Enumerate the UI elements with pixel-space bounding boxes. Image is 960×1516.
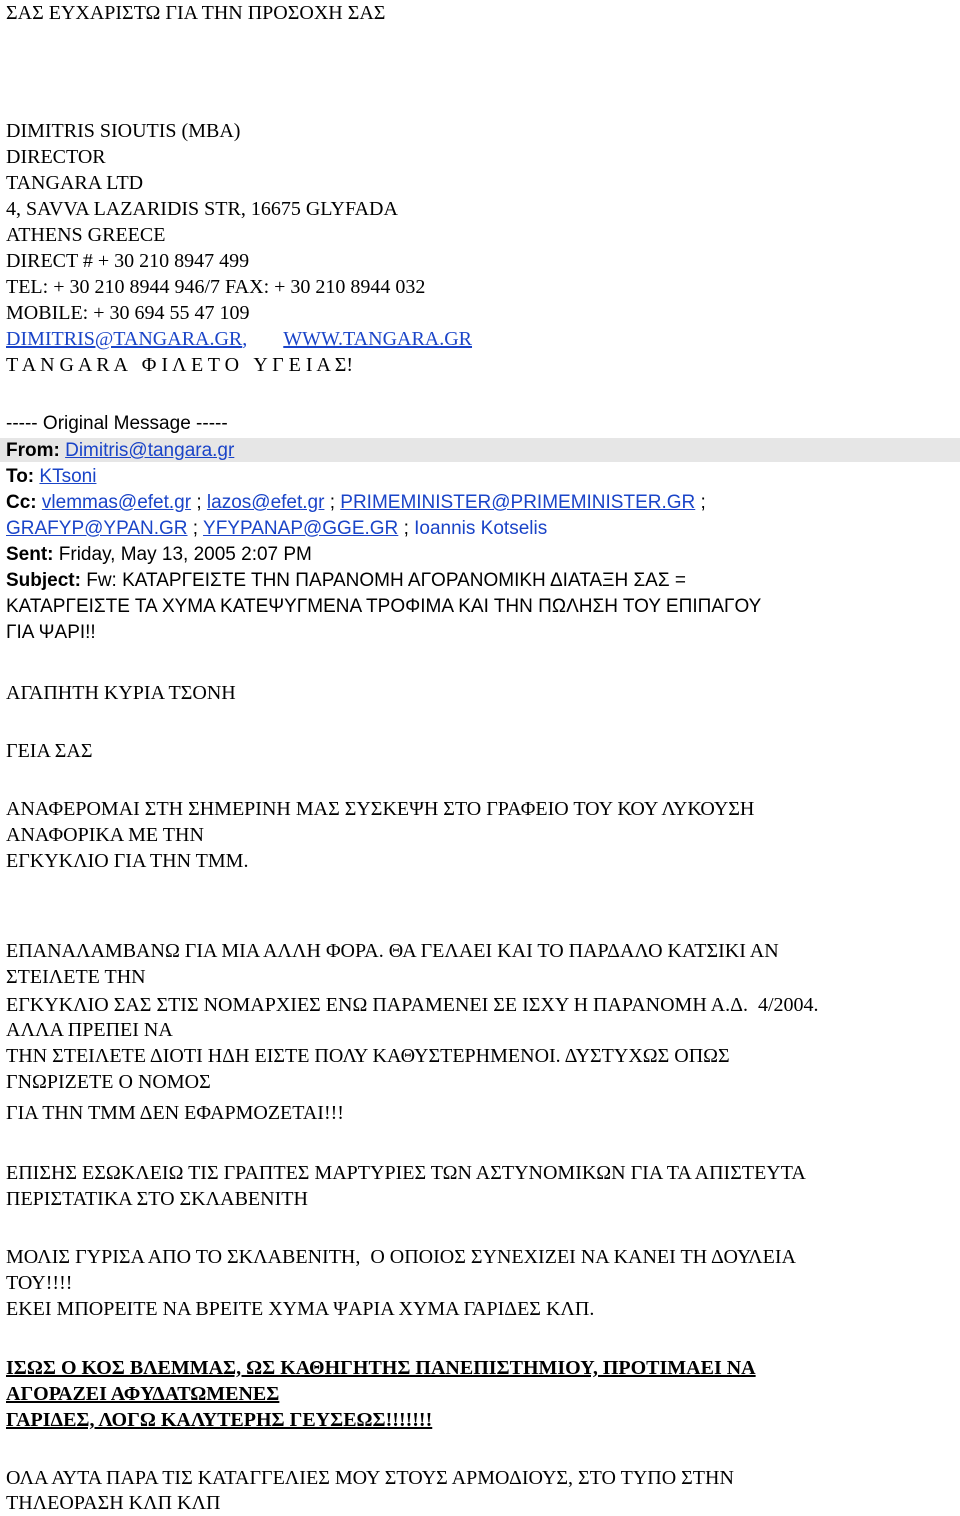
- body-text-line: ΕΠΙΣΗΣ ΕΣΩΚΛΕΙΩ ΤΙΣ ΓΡΑΠΤΕΣ ΜΑΡΤΥΡΙΕΣ ΤΩΝ ΑΣΤΥΝΟΜΙΚΩΝ ΓΙΑ ΤΑ ΑΠΙΣΤΕΥΤΑ: [6, 1162, 806, 1184]
- signature-mobile: MOBILE: + 30 694 55 47 109: [6, 302, 250, 324]
- subject-label: Subject:: [6, 570, 81, 591]
- body-text-line: ΓΝΩΡΙΖΕΤΕ Ο ΝΟΜΟΣ: [6, 1071, 211, 1093]
- body-text-line: ΜΟΛΙΣ ΓΥΡΙΣΑ ΑΠΟ ΤΟ ΣΚΛΑΒΕΝΙΤΗ, Ο ΟΠΟΙΟΣ ΣΥΝΕΧΙΖΕΙ ΝΑ ΚΑΝΕΙ ΤΗ ΔΟΥΛΕΙΑ: [6, 1246, 796, 1268]
- cc-link[interactable]: GRAFYP@YPAN.GR: [6, 518, 188, 539]
- from-label: From:: [6, 440, 60, 461]
- signature-tel-fax: TEL: + 30 210 8944 946/7 FAX: + 30 210 8944 032: [6, 276, 426, 298]
- greeting-line: ΑΓΑΠΗΤΗ ΚΥΡΙΑ ΤΣΟΝΗ: [6, 682, 236, 704]
- body-text-line: ΑΝΑΦΟΡΙΚΑ ΜΕ ΤΗΝ: [6, 824, 204, 846]
- sent-row: [6, 542, 312, 568]
- closing-line: ΣΑΣ ΕΥΧΑΡΙΣΤΩ ΓΙΑ ΤΗΝ ΠΡΟΣΟΧΗ ΣΑΣ: [6, 2, 386, 24]
- emphasis-line: ΓΑΡΙΔΕΣ, ΛΟΓΩ ΚΑΛΥΤΕΡΗΣ ΓΕΥΣΕΩΣ!!!!!!!: [6, 1409, 433, 1431]
- emphasis-line: ΑΓΟΡΑΖΕΙ ΑΦΥΔΑΤΩΜΕΝΕΣ: [6, 1383, 280, 1405]
- body-text-line: ΟΛΑ ΑΥΤΑ ΠΑΡΑ ΤΙΣ ΚΑΤΑΓΓΕΛΙΕΣ ΜΟΥ ΣΤΟΥΣ ΑΡΜΟΔΙΟΥΣ, ΣΤΟ ΤΥΠΟ ΣΤΗΝ: [6, 1467, 734, 1489]
- from-row: [6, 438, 234, 464]
- sent-value: Friday, May 13, 2005 2:07 PM: [58, 544, 312, 565]
- cc-row-continued: GRAFYP@YPAN.GR ; YFYPANAP@GGE.GR ; Ioannis Kotselis: [6, 518, 548, 539]
- email-separator: ,: [242, 328, 248, 350]
- subject-row: [6, 568, 686, 594]
- greeting-line: ΓΕΙΑ ΣΑΣ: [6, 740, 93, 762]
- signature-company: TANGARA LTD: [6, 172, 144, 194]
- cc-link[interactable]: vlemmas@efet.gr: [41, 492, 192, 513]
- cc-link[interactable]: YFYPANAP@GGE.GR: [203, 518, 399, 539]
- body-text-line: ΤΗΝ ΣΤΕΙΛΕΤΕ ΔΙΟΤΙ ΗΔΗ ΕΙΣΤΕ ΠΟΛΥ ΚΑΘΥΣΤΕΡΗΜΕΝΟΙ. ΔΥΣΤΥΧΩΣ ΟΠΩΣ: [6, 1045, 730, 1067]
- cc-link[interactable]: Ioannis Kotselis: [414, 518, 548, 539]
- body-text-line: ΑΛΛΑ ΠΡΕΠΕΙ ΝΑ: [6, 1019, 173, 1041]
- signature-email-link[interactable]: DIMITRIS@TANGARA.GR: [6, 328, 243, 350]
- from-link[interactable]: Dimitris@tangara.gr: [65, 440, 235, 461]
- body-text-line: ΓΙΑ ΤΗΝ ΤΜΜ ΔΕΝ ΕΦΑΡΜΟΖΕΤΑΙ!!!: [6, 1102, 344, 1124]
- signature-city: ATHENS GREECE: [6, 224, 166, 246]
- cc-link[interactable]: PRIMEMINISTER@PRIMEMINISTER.GR: [340, 492, 696, 513]
- body-text-line: ΠΕΡΙΣΤΑΤΙΚΑ ΣΤΟ ΣΚΛΑΒΕΝΙΤΗ: [6, 1188, 308, 1210]
- to-label: To:: [6, 466, 35, 487]
- original-message-divider: ----- Original Message -----: [6, 413, 228, 434]
- signature-name: DIMITRIS SIOUTIS (MBA): [6, 120, 241, 142]
- body-text-line: ΤΗΛΕΟΡΑΣΗ ΚΛΠ ΚΛΠ: [6, 1492, 221, 1514]
- signature-title: DIRECTOR: [6, 146, 106, 168]
- cc-label: Cc:: [6, 492, 37, 513]
- subject-line-2: ΚΑΤΑΡΓΕΙΣΤΕ ΤΑ ΧΥΜΑ ΚΑΤΕΨΥΓΜΕΝΑ ΤΡΟΦΙΜΑ ΚΑΙ ΤΗΝ ΠΩΛΗΣΗ ΤΟΥ ΕΠΙΠΑΓΟΥ: [6, 596, 762, 617]
- cc-link[interactable]: lazos@efet.gr: [206, 492, 325, 513]
- to-link[interactable]: KTsoni: [39, 466, 97, 487]
- body-text-line: ΕΠΑΝΑΛΑΜΒΑΝΩ ΓΙΑ ΜΙΑ ΑΛΛΗ ΦΟΡΑ. ΘΑ ΓΕΛΑΕΙ ΚΑΙ ΤΟ ΠΑΡΔΑΛΟ ΚΑΤΣΙΚΙ ΑΝ: [6, 940, 779, 962]
- signature-direct-phone: DIRECT # + 30 210 8947 499: [6, 250, 250, 272]
- body-text-line: ΤΟΥ!!!!: [6, 1272, 73, 1294]
- to-row: [6, 464, 96, 490]
- subject-line-3: ΓΙΑ ΨΑΡΙ!!: [6, 622, 96, 643]
- body-text-line: ΕΓΚΥΚΛΙΟ ΓΙΑ ΤΗΝ ΤΜΜ.: [6, 850, 249, 872]
- sent-label: Sent:: [6, 544, 54, 565]
- signature-slogan: T A N G A R A Φ Ι Λ Ε Τ Ο Υ Γ Ε Ι Α Σ!: [6, 354, 354, 376]
- subject-value: Fw: ΚΑΤΑΡΓΕΙΣΤΕ ΤΗΝ ΠΑΡΑΝΟΜΗ ΑΓΟΡΑΝΟΜΙΚΗ ΔΙΑΤΑΞΗ ΣΑΣ =: [86, 570, 686, 591]
- emphasis-line: ΙΣΩΣ Ο ΚΟΣ ΒΛΕΜΜΑΣ, ΩΣ ΚΑΘΗΓΗΤΗΣ ΠΑΝΕΠΙΣΤΗΜΙΟΥ, ΠΡΟΤΙΜΑΕΙ ΝΑ: [6, 1357, 756, 1379]
- signature-contact-links: [6, 326, 472, 352]
- body-text-line: ΕΓΚΥΚΛΙΟ ΣΑΣ ΣΤΙΣ ΝΟΜΑΡΧΙΕΣ ΕΝΩ ΠΑΡΑΜΕΝΕΙ ΣΕ ΙΣΧΥ Η ΠΑΡΑΝΟΜΗ Α.Δ. 4/2004.: [6, 994, 819, 1016]
- cc-row: Cc: vlemmas@efet.gr ; lazos@efet.gr ; PRIMEMINISTER@PRIMEMINISTER.GR ;: [6, 492, 706, 513]
- body-text-line: ΕΚΕΙ ΜΠΟΡΕΙΤΕ ΝΑ ΒΡΕΙΤΕ ΧΥΜΑ ΨΑΡΙΑ ΧΥΜΑ ΓΑΡΙΔΕΣ ΚΛΠ.: [6, 1298, 595, 1320]
- body-text-line: ΣΤΕΙΛΕΤΕ ΤΗΝ: [6, 966, 146, 988]
- signature-address: 4, SAVVA LAZARIDIS STR, 16675 GLYFADA: [6, 198, 398, 220]
- body-text-line: ΑΝΑΦΕΡΟΜΑΙ ΣΤΗ ΣΗΜΕΡΙΝΗ ΜΑΣ ΣΥΣΚΕΨΗ ΣΤΟ ΓΡΑΦΕΙΟ ΤΟΥ ΚΟΥ ΛΥΚΟΥΣΗ: [6, 798, 755, 820]
- signature-website-link[interactable]: WWW.TANGARA.GR: [283, 328, 473, 350]
